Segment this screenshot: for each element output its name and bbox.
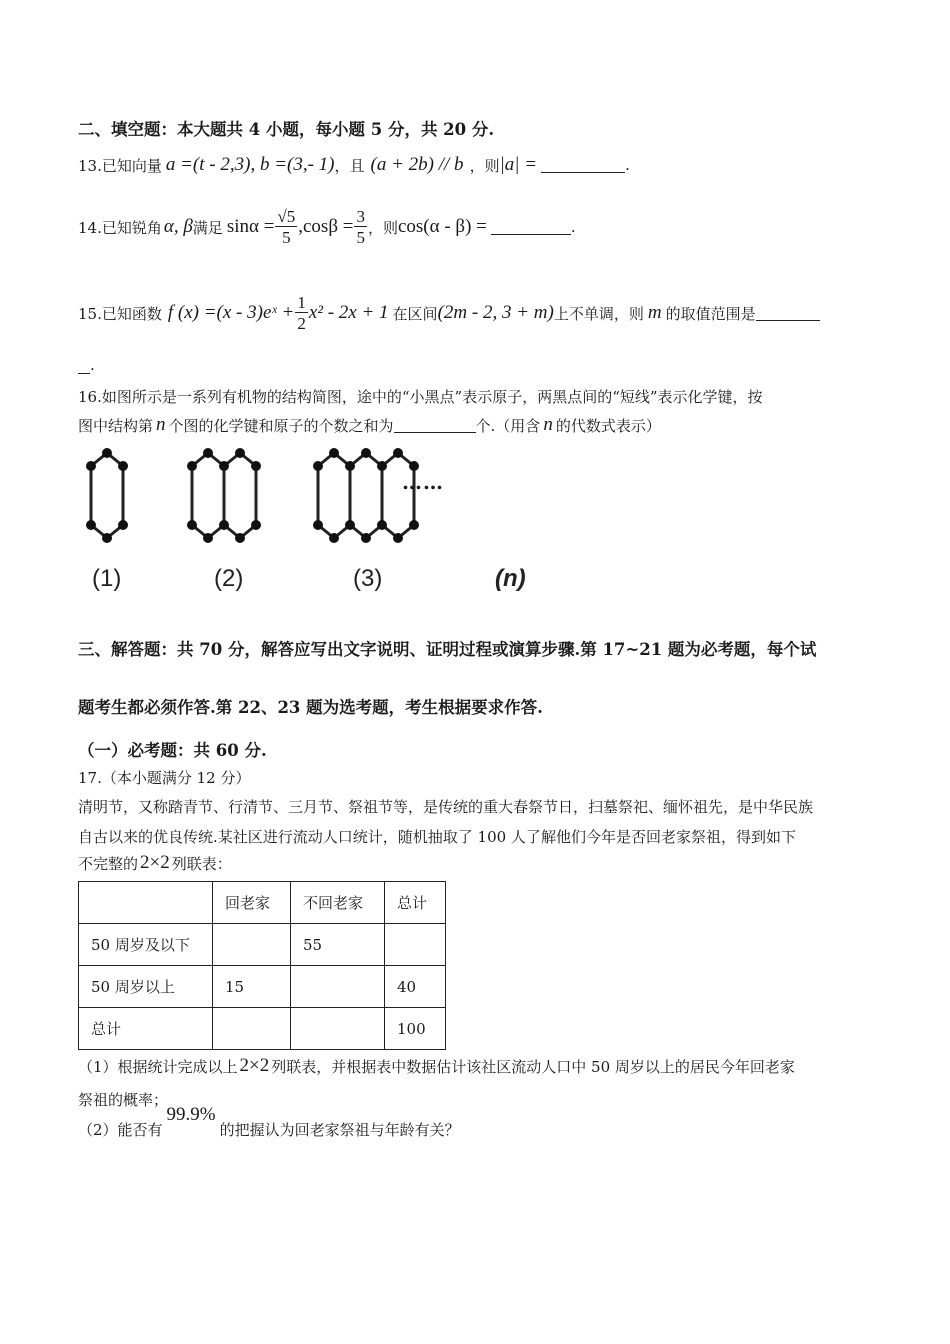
q15-half-fraction <box>295 294 308 332</box>
q14-text-satisfy: 满足 <box>192 218 223 237</box>
table-cell: 55 <box>291 924 385 966</box>
section-heading-solutions-line-1: 三、解答题：共 70 分，解答应写出文字说明、证明过程或演算步骤.第 17~21 题为必考题，每个试 <box>78 640 817 659</box>
q17-subquestion-1 <box>78 1055 795 1077</box>
q17-sub1-table-size: 2×2 <box>239 1055 270 1076</box>
fraction-numerator: 1 <box>297 293 306 312</box>
q14-cos-fraction <box>354 208 367 246</box>
q17-subquestion-1-cont: 祭祖的概率； <box>78 1091 169 1109</box>
table-row <box>79 1008 446 1050</box>
table-cell: 100 <box>385 1008 446 1050</box>
table-cell <box>291 966 385 1008</box>
table-cell: 15 <box>213 966 291 1008</box>
q15-function-part-b: x² - 2x + 1 <box>308 302 389 323</box>
table-cell <box>213 1008 291 1050</box>
q14-sin-lhs: sinα = <box>226 216 275 237</box>
q17-table-size: 2×2 <box>140 852 170 873</box>
q16-variable-n: n <box>543 414 553 435</box>
answer-blank-continued <box>78 359 90 374</box>
q13-parallel-formula: (a + 2b) // b <box>370 154 464 175</box>
q15-text-range: 的取值范围是 <box>665 304 756 323</box>
table-cell: 40 <box>385 966 446 1008</box>
q16-text-a: 图中结构第 <box>78 416 154 435</box>
fraction-denominator: 5 <box>356 228 365 247</box>
table-cell: 50 周岁以上 <box>79 966 213 1008</box>
q16-line-1: 16.如图所示是一系列有机物的结构简图，途中的“小黑点”表示原子，两黑点间的“短线”表示化学键，按 <box>78 388 763 406</box>
answer-blank <box>394 418 476 433</box>
fraction-numerator: √5 <box>277 207 296 226</box>
q16-text-d: 的代数式表示） <box>555 416 661 435</box>
q16-text-c: 个.（用含 <box>475 416 541 435</box>
q17-sub2-percent: 99.9% <box>166 1104 216 1125</box>
q14-angles: α, β <box>163 216 193 237</box>
q15-interval-formula: (2m - 2, 3 + m) <box>437 302 554 323</box>
fraction-denominator: 2 <box>297 314 306 333</box>
q15-variable-m: m <box>647 302 662 323</box>
answer-blank <box>756 306 820 321</box>
figure-label-2: (2) <box>214 565 244 592</box>
table-header-cell: 总计 <box>385 882 446 924</box>
section-heading-fill-in: 二、填空题：本大题共 4 小题，每小题 5 分，共 20 分. <box>78 120 495 139</box>
table-cell <box>291 1008 385 1050</box>
q13-vectors-formula: a =(t - 2,3), b =(3,- 1) <box>165 154 335 175</box>
q14-period: . <box>570 218 576 236</box>
question-15 <box>78 286 820 340</box>
figure-label-1: (1) <box>92 565 122 592</box>
table-row <box>79 924 446 966</box>
q17-subquestion-2 <box>78 1104 460 1140</box>
q17-text-contingency: 列联表： <box>171 854 232 873</box>
q17-sub1-text-b: 列联表，并根据表中数据估计该社区流动人口中 50 周岁以上的居民今年回老家 <box>271 1057 795 1076</box>
table-cell: 50 周岁及以下 <box>79 924 213 966</box>
q15-function-part-a: f (x) =(x - 3)eˣ + <box>167 302 295 323</box>
q16-variable-n: n <box>156 414 166 435</box>
molecule-structure-figure <box>78 440 558 610</box>
q14-target-formula: cos(α - β) = <box>397 216 487 237</box>
question-13 <box>78 150 630 180</box>
part-heading-required: （一）必考题：共 60 分. <box>78 741 267 760</box>
q17-title: 17.（本小题满分 12 分） <box>78 769 251 787</box>
q17-sub2-text-b: 的把握认为回老家祭祖与年龄有关？ <box>219 1121 460 1139</box>
q14-sin-fraction <box>275 208 297 246</box>
table-cell: 总计 <box>79 1008 213 1050</box>
q16-text-b: 个图的化学键和原子的个数之和为 <box>168 416 394 435</box>
q14-text-then: ，则 <box>367 218 398 237</box>
q15-text-interval: 在区间 <box>392 304 438 323</box>
q14-cos-lhs: ,cosβ = <box>298 216 354 237</box>
section-heading-solutions-line-2: 题考生都必须作答.第 22、23 题为选考题，考生根据要求作答. <box>78 698 543 717</box>
q15-text-not-monotonic: 上不单调，则 <box>553 304 644 323</box>
q13-magnitude-formula: |a| = <box>499 154 538 175</box>
q14-prefix: 14.已知锐角 <box>78 218 162 237</box>
q16-line-2 <box>78 414 661 436</box>
q15-period: . <box>90 356 95 374</box>
figure-ellipsis: …… <box>402 470 444 494</box>
answer-blank <box>541 158 625 173</box>
table-row <box>79 966 446 1008</box>
q17-paragraph-line-2: 自古以来的优良传统.某社区进行流动人口统计，随机抽取了 100 人了解他们今年是否回老家祭祖，得到如下 <box>78 828 796 846</box>
table-header-cell: 回老家 <box>213 882 291 924</box>
q13-period: . <box>625 156 630 174</box>
fraction-denominator: 5 <box>282 228 291 247</box>
contingency-table <box>78 881 446 1050</box>
table-cell <box>213 924 291 966</box>
q17-paragraph-line-3 <box>78 852 232 874</box>
q15-prefix: 15.已知函数 <box>78 304 162 323</box>
q17-sub2-text-a: （2）能否有 <box>78 1121 163 1139</box>
q17-text-incomplete: 不完整的 <box>78 854 139 873</box>
figure-label-n: (n) <box>495 565 526 592</box>
q13-text-and: ，且 <box>334 156 365 175</box>
figure-label-3: (3) <box>353 565 383 592</box>
q13-prefix: 13.已知向量 <box>78 156 162 175</box>
q13-text-then: ，则 <box>469 156 500 175</box>
table-header-cell: 不回老家 <box>291 882 385 924</box>
table-cell <box>385 924 446 966</box>
q17-paragraph-line-1: 清明节，又称踏青节、行清节、三月节、祭祖节等，是传统的重大春祭节日，扫墓祭祀、缅怀祖先，是中华民族 <box>78 798 814 816</box>
q15-continuation <box>78 356 95 374</box>
answer-blank <box>491 220 571 235</box>
table-header-row <box>79 882 446 924</box>
table-header-cell <box>79 882 213 924</box>
q17-sub1-text-a: （1）根据统计完成以上 <box>78 1057 238 1076</box>
question-14 <box>78 200 576 254</box>
fraction-numerator: 3 <box>356 207 365 226</box>
